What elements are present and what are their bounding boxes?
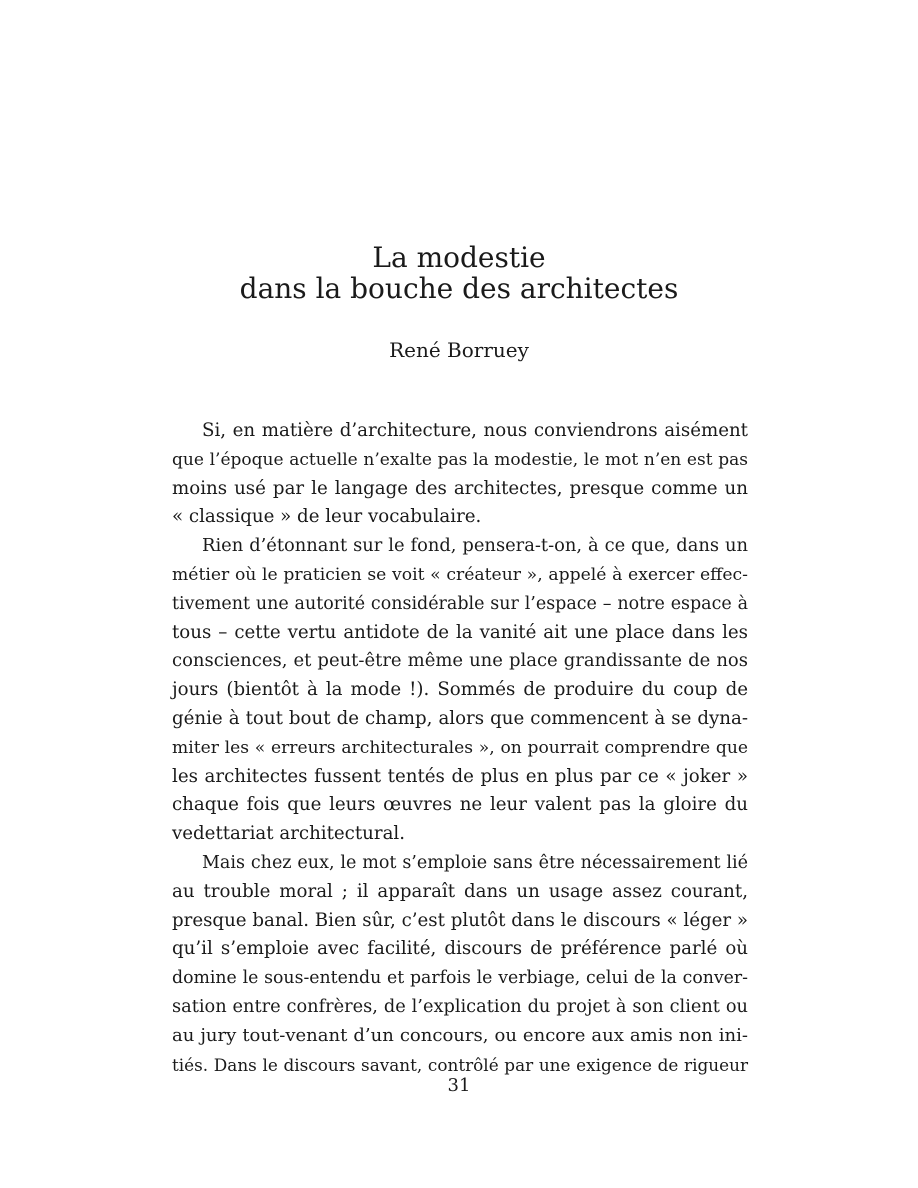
body-line: « classique » de leur vocabulaire.	[172, 506, 482, 528]
body-line: chaque fois que leurs œuvres ne leur valent pas la gloire du	[172, 794, 748, 816]
page-number: 31	[447, 1075, 471, 1096]
title-line-1: La modestie	[372, 241, 546, 274]
body-line: moins usé par le langage des architectes, presque comme un	[172, 477, 748, 499]
body-line: sation entre confrères, de l’explication du projet à son client ou	[172, 996, 748, 1017]
body-line: tous – cette vertu antidote de la vanité ait une place dans les	[172, 621, 748, 643]
body-line: jours (bientôt à la mode !). Sommés de produire du coup de	[172, 679, 748, 701]
body-line: au jury tout-venant d’un concours, ou encore aux amis non ini-	[172, 1024, 748, 1046]
title-line-2: dans la bouche des architectes	[239, 272, 679, 305]
body-line: vedettariat architectural.	[172, 823, 406, 845]
body-line: au trouble moral ; il apparaît dans un usage assez courant,	[172, 880, 748, 902]
body-line: les architectes fussent tentés de plus en plus par ce « joker »	[172, 765, 748, 787]
body-line: métier où le praticien se voit « créateur », appelé à exercer effec-	[172, 564, 748, 585]
body-line: consciences, et peut-être même une place grandissante de nos	[172, 650, 748, 672]
body-line: Mais chez eux, le mot s’emploie sans être nécessairement lié	[202, 852, 748, 873]
article-title	[0, 242, 918, 304]
body-line: domine le sous-entendu et parfois le verbiage, celui de la conver-	[172, 968, 748, 989]
body-line: qu’il s’emploie avec facilité, discours de préférence parlé où	[172, 938, 748, 960]
body-line: Rien d’étonnant sur le fond, pensera-t-on, à ce que, dans un	[202, 535, 748, 557]
body-line: Si, en matière d’architecture, nous conviendrons aisément	[202, 420, 748, 441]
author-name: René Borruey	[389, 338, 529, 362]
body-line: presque banal. Bien sûr, c’est plutôt dans le discours « léger »	[172, 909, 748, 931]
body-line: tivement une autorité considérable sur l’espace – notre espace à	[172, 593, 748, 614]
body-line: que l’époque actuelle n’exalte pas la modestie, le mot n’en est pas	[172, 449, 748, 470]
body-line: génie à tout bout de champ, alors que commencent à se dyna-	[172, 707, 748, 729]
article-body	[172, 417, 748, 1079]
body-line: miter les « erreurs architecturales », on pourrait comprendre que	[172, 737, 748, 758]
body-line: tiés. Dans le discours savant, contrôlé par une exigence de rigueur	[172, 1054, 748, 1075]
